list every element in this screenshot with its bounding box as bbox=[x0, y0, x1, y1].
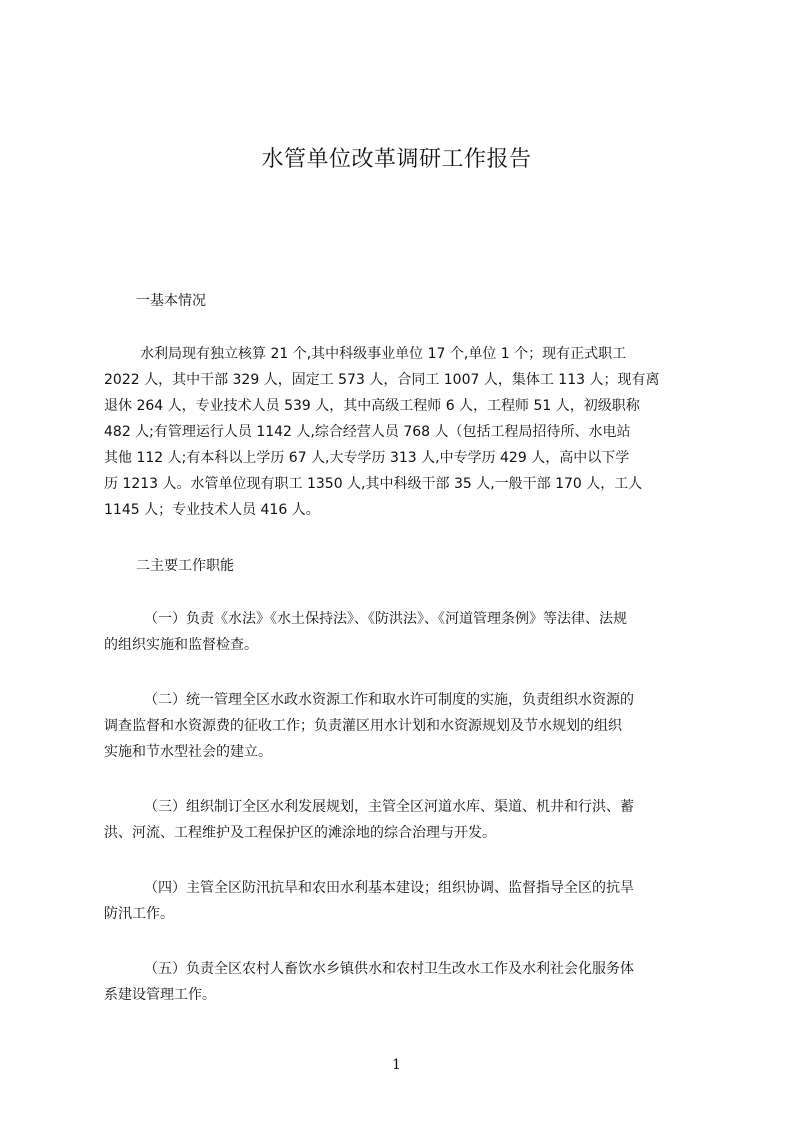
paragraph-line: 退休 264 人，专业技术人员 539 人，其中高级工程师 6 人，工程师 51 人，初级职称 bbox=[104, 398, 640, 414]
paragraph-line: 系建设管理工作。 bbox=[104, 987, 216, 1003]
paragraph-line: 洪、河流、工程维护及工程保护区的滩涂地的综合治理与开发。 bbox=[104, 825, 496, 841]
paragraph-line: （五）负责全区农村人畜饮水乡镇供水和农村卫生改水工作及水利社会化服务体 bbox=[144, 961, 634, 977]
paragraph-line: 水利局现有独立核算 21 个,其中科级事业单位 17 个,单位 1 个；现有正式职工 bbox=[140, 346, 627, 362]
paragraph-line: 482 人;有管理运行人员 1142 人,综合经营人员 768 人（包括工程局招待所、水电站 bbox=[104, 424, 631, 440]
paragraph-line: （三）组织制订全区水利发展规划，主管全区河道水库、渠道、机井和行洪、蓄 bbox=[144, 799, 634, 815]
paragraph-line: 的组织实施和监督检查。 bbox=[104, 637, 258, 653]
paragraph-line: 其他 112 人;有本科以上学历 67 人,大专学历 313 人,中专学历 429 人，高中以下学 bbox=[104, 450, 630, 466]
paragraph-line: （一）负责《水法》《水土保持法》、《防洪法》、《河道管理条例》等法律、法规 bbox=[144, 611, 627, 627]
paragraph-line: 历 1213 人。水管单位现有职工 1350 人,其中科级干部 35 人,一般干部 170 人，工人 bbox=[104, 476, 643, 492]
paragraph-line: 实施和节水型社会的建立。 bbox=[104, 744, 272, 760]
paragraph-line: （四）主管全区防汛抗旱和农田水利基本建设；组织协调、监督指导全区的抗旱 bbox=[144, 880, 634, 896]
section-heading-basic-info: 一基本情况 bbox=[136, 293, 206, 309]
section-heading-main-functions: 二主要工作职能 bbox=[136, 558, 234, 574]
paragraph-line: 防汛工作。 bbox=[104, 906, 174, 922]
paragraph-line: 2022 人，其中干部 329 人，固定工 573 人，合同工 1007 人，集体工 113 人；现有离 bbox=[104, 372, 660, 388]
paragraph-line: 调查监督和水资源费的征收工作；负责灌区用水计划和水资源规划及节水规划的组织 bbox=[104, 718, 622, 734]
paragraph-line: （二）统一管理全区水政水资源工作和取水许可制度的实施，负责组织水资源的 bbox=[144, 692, 634, 708]
paragraph-line: 1145 人；专业技术人员 416 人。 bbox=[104, 502, 320, 518]
document-title: 水管单位改革调研工作报告 bbox=[261, 147, 532, 172]
page-number: 1 bbox=[392, 1057, 401, 1073]
